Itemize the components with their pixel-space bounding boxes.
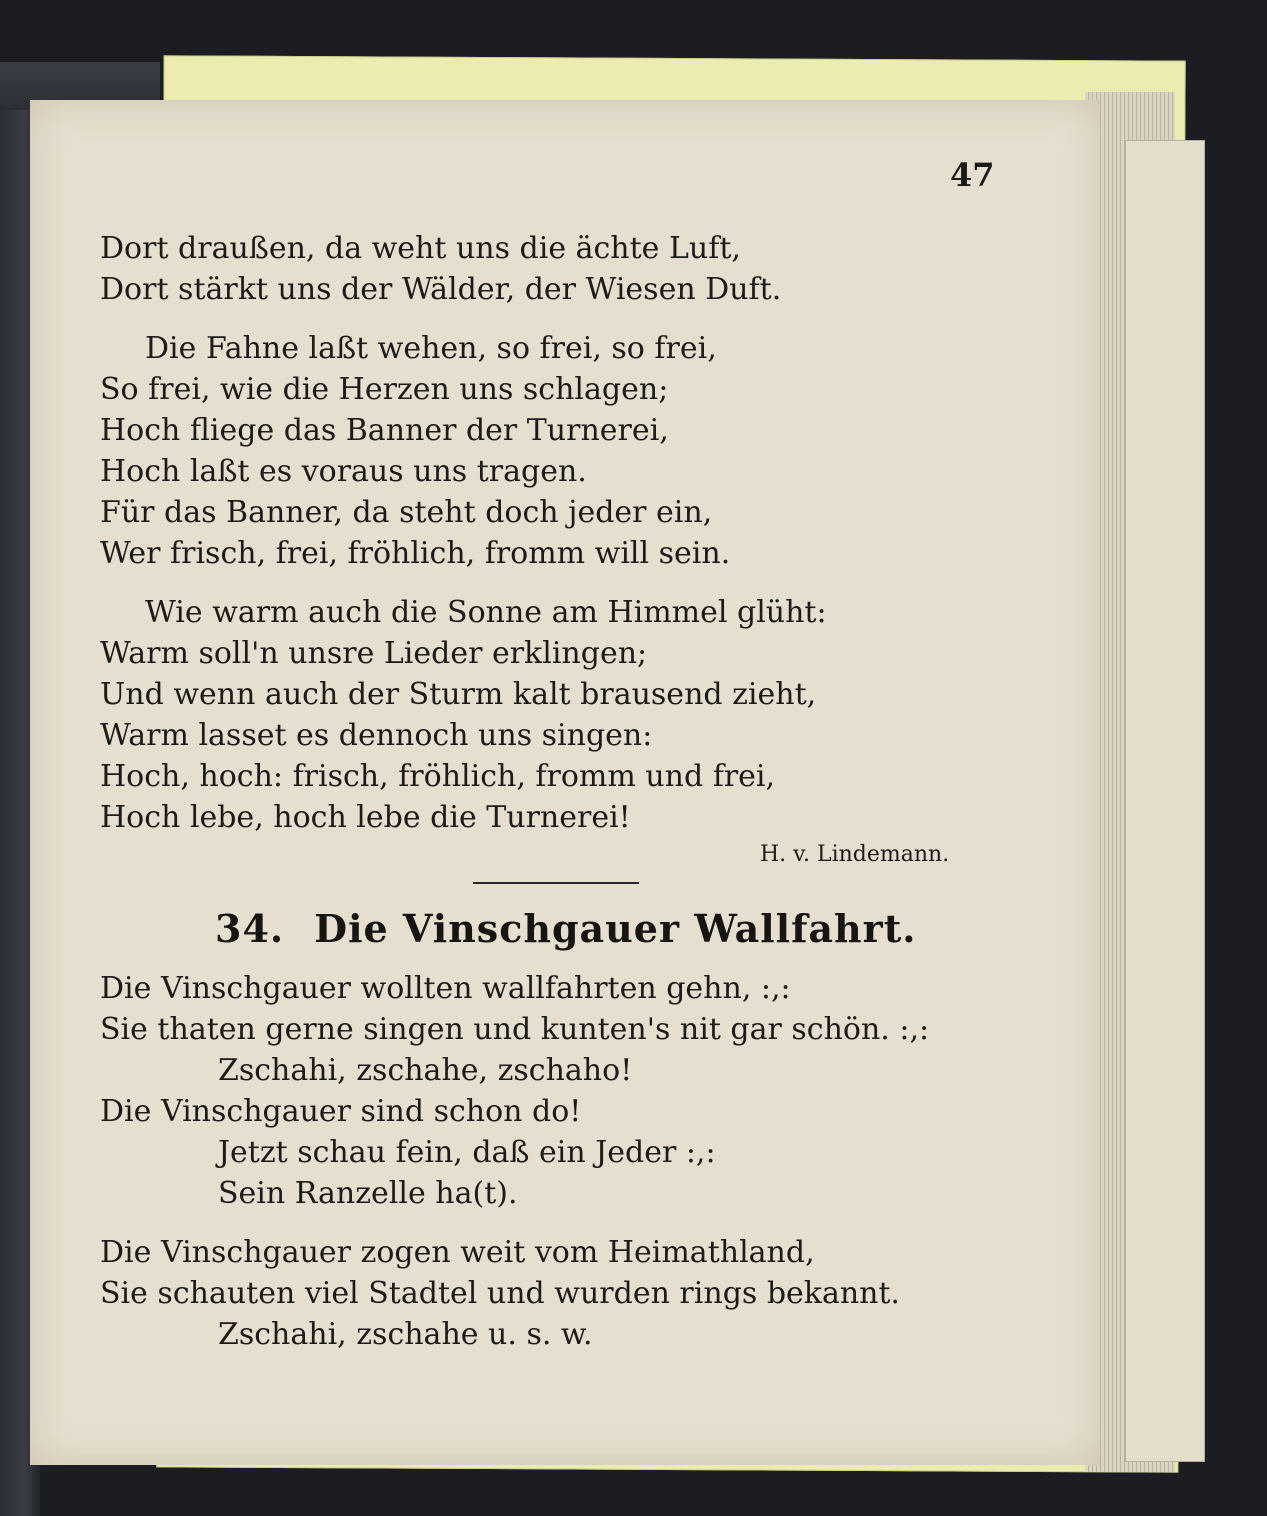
verse-line: Sie schauten viel Stadtel und wurden rings bekannt. xyxy=(100,1276,901,1311)
page-flap xyxy=(1125,140,1205,1462)
verse-line: Die Vinschgauer sind schon do! xyxy=(100,1094,582,1129)
verse-line: Wie warm auch die Sonne am Himmel glüht: xyxy=(145,595,827,630)
verse-line: Warm lasset es dennoch uns singen: xyxy=(100,718,653,753)
verse-line: Hoch fliege das Banner der Turnerei, xyxy=(100,413,669,448)
song-number: 34. xyxy=(215,906,285,951)
refrain-line: Sein Ranzelle ha(t). xyxy=(218,1176,518,1211)
page-number: 47 xyxy=(950,156,995,194)
verse-line: Dort draußen, da weht uns die ächte Luft, xyxy=(100,231,741,266)
verse-line: Für das Banner, da steht doch jeder ein, xyxy=(100,495,713,530)
refrain-line: Jetzt schau fein, daß ein Jeder :,: xyxy=(218,1135,716,1170)
song-heading xyxy=(215,906,916,951)
refrain-line: Zschahi, zschahe, zschaho! xyxy=(218,1053,633,1088)
verse-line: Die Vinschgauer zogen weit vom Heimathland, xyxy=(100,1235,815,1270)
verse-line: Dort stärkt uns der Wälder, der Wiesen Duft. xyxy=(100,272,782,307)
verse-line: Hoch laßt es voraus uns tragen. xyxy=(100,454,587,489)
author-credit: H. v. Lindemann. xyxy=(760,842,950,867)
verse-line: Die Vinschgauer wollten wallfahrten gehn, :,: xyxy=(100,971,791,1006)
verse-line: Hoch, hoch: frisch, fröhlich, fromm und frei, xyxy=(100,759,776,794)
song-text xyxy=(100,968,1060,1355)
refrain-line: Zschahi, zschahe u. s. w. xyxy=(218,1317,593,1352)
verse-line: Sie thaten gerne singen und kunten's nit gar schön. :,: xyxy=(100,1012,930,1047)
verse-line: Und wenn auch der Sturm kalt brausend zieht, xyxy=(100,677,817,712)
poem-continuation xyxy=(100,228,1060,838)
verse-line: Hoch lebe, hoch lebe die Turnerei! xyxy=(100,800,631,835)
song-title: Die Vinschgauer Wallfahrt. xyxy=(314,906,917,951)
section-divider xyxy=(473,882,639,884)
verse-line: Warm soll'n unsre Lieder erklingen; xyxy=(100,636,648,671)
verse-line: Wer frisch, frei, fröhlich, fromm will sein. xyxy=(100,536,731,571)
verse-line: Die Fahne laßt wehen, so frei, so frei, xyxy=(145,331,717,366)
verse-line: So frei, wie die Herzen uns schlagen; xyxy=(100,372,669,407)
